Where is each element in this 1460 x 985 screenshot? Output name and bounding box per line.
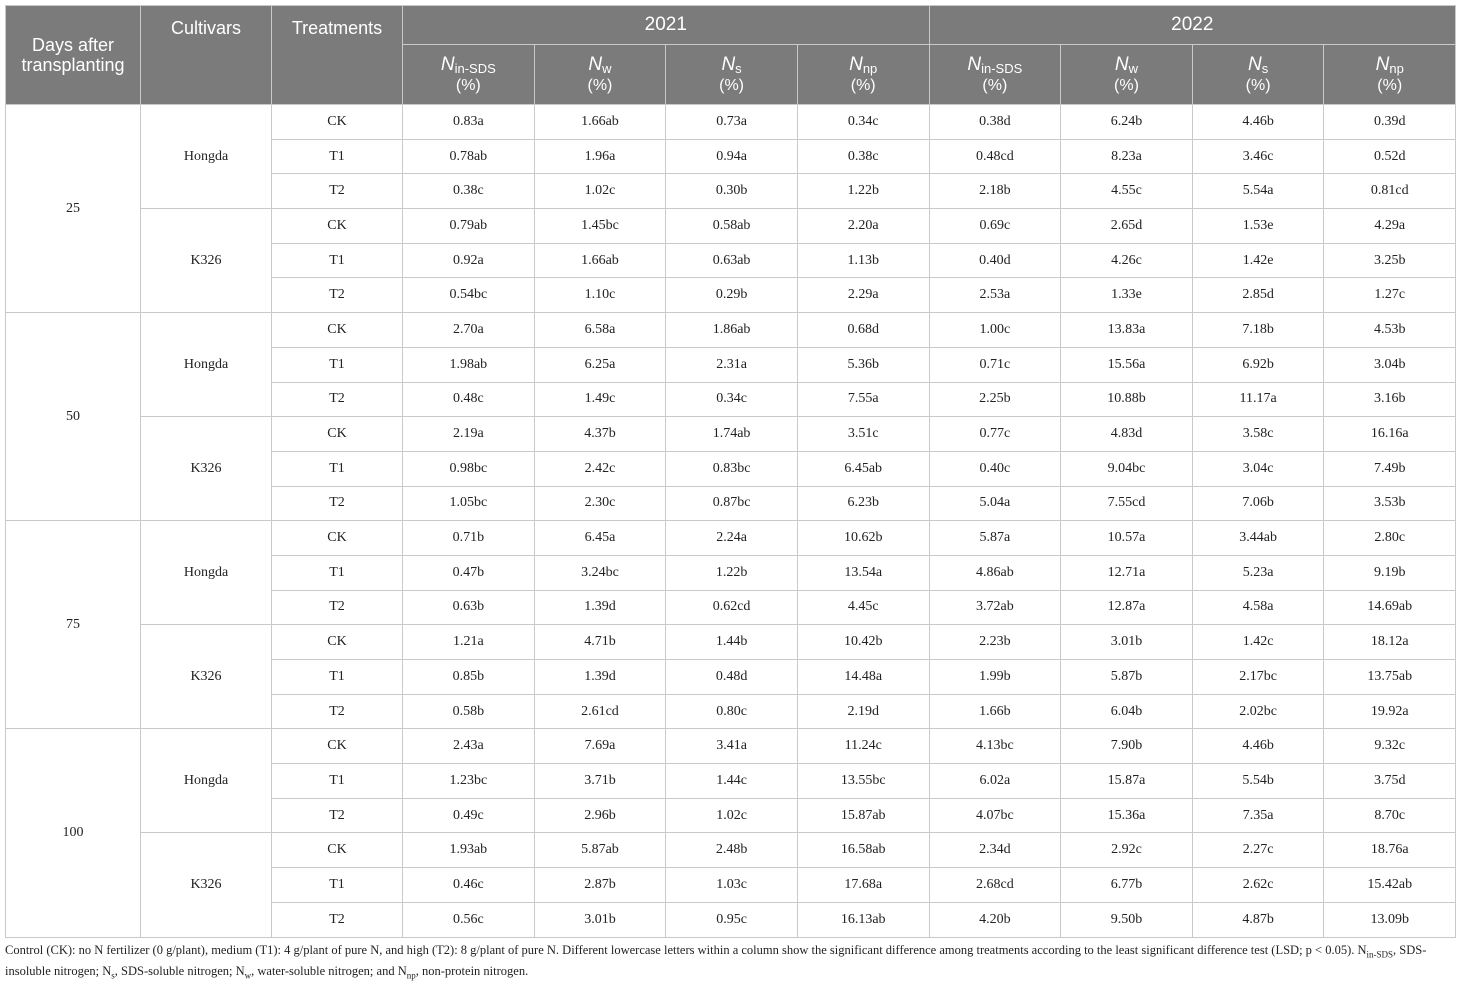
value-cell: 16.58ab xyxy=(797,833,929,868)
value-cell: 2.42c xyxy=(534,451,666,486)
value-cell: 1.44b xyxy=(666,625,798,660)
value-cell: 4.55c xyxy=(1061,174,1193,209)
value-cell: 1.96a xyxy=(534,139,666,174)
value-cell: 6.77b xyxy=(1061,868,1193,903)
value-cell: 4.71b xyxy=(534,625,666,660)
cultivar-cell: Hongda xyxy=(141,729,272,833)
value-cell: 1.02c xyxy=(666,798,798,833)
value-cell: 7.35a xyxy=(1192,798,1324,833)
value-cell: 5.54a xyxy=(1192,174,1324,209)
cultivar-cell: K326 xyxy=(141,625,272,729)
value-cell: 4.29a xyxy=(1324,209,1456,244)
value-cell: 1.86ab xyxy=(666,313,798,348)
value-cell: 1.66ab xyxy=(534,243,666,278)
value-cell: 0.80c xyxy=(666,694,798,729)
value-cell: 0.77c xyxy=(929,417,1061,452)
value-cell: 0.29b xyxy=(666,278,798,313)
value-cell: 1.66ab xyxy=(534,105,666,140)
value-cell: 16.16a xyxy=(1324,417,1456,452)
column-header xyxy=(534,45,666,105)
treatment-cell: T2 xyxy=(272,278,403,313)
value-cell: 3.01b xyxy=(534,902,666,937)
value-cell: 2.02bc xyxy=(1192,694,1324,729)
value-cell: 1.03c xyxy=(666,868,798,903)
value-cell: 1.66b xyxy=(929,694,1061,729)
value-cell: 1.13b xyxy=(797,243,929,278)
value-cell: 0.46c xyxy=(403,868,535,903)
value-cell: 1.27c xyxy=(1324,278,1456,313)
column-symbol: $N_s$ xyxy=(1247,53,1269,76)
cultivar-cell: Hongda xyxy=(141,105,272,209)
value-cell: 12.71a xyxy=(1061,555,1193,590)
column-symbol: $N_{in-SDS}$ xyxy=(440,53,496,76)
value-cell: 9.19b xyxy=(1324,555,1456,590)
value-cell: 4.26c xyxy=(1061,243,1193,278)
value-cell: 1.33e xyxy=(1061,278,1193,313)
value-cell: 0.49c xyxy=(403,798,535,833)
value-cell: 3.24bc xyxy=(534,555,666,590)
value-cell: 3.46c xyxy=(1192,139,1324,174)
value-cell: 0.56c xyxy=(403,902,535,937)
value-cell: 0.48d xyxy=(666,660,798,695)
value-cell: 15.56a xyxy=(1061,347,1193,382)
value-cell: 10.88b xyxy=(1061,382,1193,417)
value-cell: 0.63b xyxy=(403,590,535,625)
value-cell: 7.90b xyxy=(1061,729,1193,764)
value-cell: 15.42ab xyxy=(1324,868,1456,903)
value-cell: 4.58a xyxy=(1192,590,1324,625)
days-header: Days after transplanting xyxy=(6,6,141,105)
value-cell: 1.42c xyxy=(1192,625,1324,660)
value-cell: 0.39d xyxy=(1324,105,1456,140)
value-cell: 0.63ab xyxy=(666,243,798,278)
value-cell: 0.68d xyxy=(797,313,929,348)
value-cell: 9.04bc xyxy=(1061,451,1193,486)
column-header xyxy=(1324,45,1456,105)
cultivars-header: Cultivars xyxy=(141,6,272,105)
column-header xyxy=(403,45,535,105)
days-cell: 75 xyxy=(6,521,141,729)
value-cell: 0.87bc xyxy=(666,486,798,521)
value-cell: 7.49b xyxy=(1324,451,1456,486)
column-unit: (%) xyxy=(1245,76,1271,94)
cultivar-cell: K326 xyxy=(141,417,272,521)
value-cell: 1.00c xyxy=(929,313,1061,348)
value-cell: 5.87b xyxy=(1061,660,1193,695)
value-cell: 4.46b xyxy=(1192,105,1324,140)
value-cell: 0.54bc xyxy=(403,278,535,313)
value-cell: 0.58ab xyxy=(666,209,798,244)
treatment-cell: T1 xyxy=(272,660,403,695)
value-cell: 0.98bc xyxy=(403,451,535,486)
treatment-cell: T1 xyxy=(272,139,403,174)
value-cell: 2.96b xyxy=(534,798,666,833)
cultivar-cell: K326 xyxy=(141,209,272,313)
column-header xyxy=(666,45,798,105)
value-cell: 14.69ab xyxy=(1324,590,1456,625)
value-cell: 2.18b xyxy=(929,174,1061,209)
table-footnote: Control (CK): no N fertilizer (0 g/plant), medium (T1): 4 g/plant of pure N, and high (T2): 8 g/plant of pure N. Different lowercase letters within a column show the significant difference among treatments according to the least significant difference test (LSD; p < 0.05). $N_{in-SDS}$, SDS-insoluble nitrogen; $N_s$, SDS-soluble nitrogen; $N_w$, water-soluble nitrogen; and $N_{np}$, non-protein nitrogen. xyxy=(5,942,1427,981)
value-cell: 4.53b xyxy=(1324,313,1456,348)
value-cell: 8.70c xyxy=(1324,798,1456,833)
value-cell: 6.02a xyxy=(929,764,1061,799)
value-cell: 0.73a xyxy=(666,105,798,140)
value-cell: 7.06b xyxy=(1192,486,1324,521)
value-cell: 6.23b xyxy=(797,486,929,521)
value-cell: 0.81cd xyxy=(1324,174,1456,209)
value-cell: 1.22b xyxy=(666,555,798,590)
value-cell: 1.44c xyxy=(666,764,798,799)
treatment-cell: T2 xyxy=(272,902,403,937)
value-cell: 0.69c xyxy=(929,209,1061,244)
value-cell: 6.25a xyxy=(534,347,666,382)
table-row xyxy=(6,521,1456,556)
treatment-cell: CK xyxy=(272,209,403,244)
value-cell: 4.46b xyxy=(1192,729,1324,764)
value-cell: 1.42e xyxy=(1192,243,1324,278)
column-symbol: $N_w$ xyxy=(1114,53,1139,76)
value-cell: 0.38d xyxy=(929,105,1061,140)
column-unit: (%) xyxy=(455,76,481,94)
value-cell: 10.42b xyxy=(797,625,929,660)
column-unit: (%) xyxy=(1377,76,1403,94)
value-cell: 8.23a xyxy=(1061,139,1193,174)
value-cell: 13.54a xyxy=(797,555,929,590)
value-cell: 6.45ab xyxy=(797,451,929,486)
treatment-cell: T1 xyxy=(272,347,403,382)
value-cell: 4.87b xyxy=(1192,902,1324,937)
treatment-cell: CK xyxy=(272,833,403,868)
value-cell: 1.23bc xyxy=(403,764,535,799)
year-header-2022: 2022 xyxy=(929,6,1456,45)
value-cell: 3.51c xyxy=(797,417,929,452)
value-cell: 3.04c xyxy=(1192,451,1324,486)
value-cell: 0.78ab xyxy=(403,139,535,174)
value-cell: 0.40d xyxy=(929,243,1061,278)
value-cell: 2.87b xyxy=(534,868,666,903)
value-cell: 0.71b xyxy=(403,521,535,556)
days-cell: 25 xyxy=(6,105,141,313)
treatment-cell: CK xyxy=(272,313,403,348)
cultivar-cell: K326 xyxy=(141,833,272,937)
value-cell: 15.87ab xyxy=(797,798,929,833)
value-cell: 6.92b xyxy=(1192,347,1324,382)
value-cell: 0.58b xyxy=(403,694,535,729)
value-cell: 1.05bc xyxy=(403,486,535,521)
treatment-cell: T2 xyxy=(272,694,403,729)
value-cell: 4.07bc xyxy=(929,798,1061,833)
column-header xyxy=(1192,45,1324,105)
value-cell: 7.69a xyxy=(534,729,666,764)
value-cell: 1.49c xyxy=(534,382,666,417)
value-cell: 13.09b xyxy=(1324,902,1456,937)
treatment-cell: T2 xyxy=(272,486,403,521)
value-cell: 2.27c xyxy=(1192,833,1324,868)
treatment-cell: T1 xyxy=(272,764,403,799)
value-cell: 10.57a xyxy=(1061,521,1193,556)
value-cell: 2.92c xyxy=(1061,833,1193,868)
value-cell: 1.98ab xyxy=(403,347,535,382)
value-cell: 1.99b xyxy=(929,660,1061,695)
value-cell: 1.02c xyxy=(534,174,666,209)
value-cell: 2.24a xyxy=(666,521,798,556)
value-cell: 7.55a xyxy=(797,382,929,417)
column-unit: (%) xyxy=(1114,76,1139,94)
value-cell: 2.19d xyxy=(797,694,929,729)
value-cell: 0.52d xyxy=(1324,139,1456,174)
value-cell: 1.45bc xyxy=(534,209,666,244)
value-cell: 4.20b xyxy=(929,902,1061,937)
treatment-cell: CK xyxy=(272,729,403,764)
value-cell: 5.87ab xyxy=(534,833,666,868)
value-cell: 4.45c xyxy=(797,590,929,625)
value-cell: 2.48b xyxy=(666,833,798,868)
value-cell: 2.43a xyxy=(403,729,535,764)
column-symbol: $N_s$ xyxy=(721,53,742,76)
days-cell: 50 xyxy=(6,313,141,521)
value-cell: 9.32c xyxy=(1324,729,1456,764)
value-cell: 19.92a xyxy=(1324,694,1456,729)
value-cell: 5.54b xyxy=(1192,764,1324,799)
treatments-header: Treatments xyxy=(272,6,403,105)
value-cell: 0.34c xyxy=(666,382,798,417)
column-header xyxy=(797,45,929,105)
value-cell: 0.62cd xyxy=(666,590,798,625)
value-cell: 3.44ab xyxy=(1192,521,1324,556)
treatment-cell: CK xyxy=(272,105,403,140)
value-cell: 2.23b xyxy=(929,625,1061,660)
value-cell: 1.39d xyxy=(534,590,666,625)
treatment-cell: CK xyxy=(272,625,403,660)
value-cell: 3.16b xyxy=(1324,382,1456,417)
treatment-cell: T1 xyxy=(272,868,403,903)
value-cell: 5.36b xyxy=(797,347,929,382)
value-cell: 3.25b xyxy=(1324,243,1456,278)
value-cell: 2.19a xyxy=(403,417,535,452)
value-cell: 1.53e xyxy=(1192,209,1324,244)
value-cell: 1.39d xyxy=(534,660,666,695)
value-cell: 4.37b xyxy=(534,417,666,452)
value-cell: 2.17bc xyxy=(1192,660,1324,695)
value-cell: 2.68cd xyxy=(929,868,1061,903)
value-cell: 0.94a xyxy=(666,139,798,174)
column-symbol: $N_{in-SDS}$ xyxy=(967,53,1023,76)
treatment-cell: T1 xyxy=(272,555,403,590)
value-cell: 18.76a xyxy=(1324,833,1456,868)
value-cell: 3.58c xyxy=(1192,417,1324,452)
value-cell: 0.71c xyxy=(929,347,1061,382)
value-cell: 2.34d xyxy=(929,833,1061,868)
value-cell: 16.13ab xyxy=(797,902,929,937)
value-cell: 4.86ab xyxy=(929,555,1061,590)
cultivar-cell: Hongda xyxy=(141,313,272,417)
treatment-cell: T2 xyxy=(272,382,403,417)
value-cell: 2.85d xyxy=(1192,278,1324,313)
value-cell: 14.48a xyxy=(797,660,929,695)
value-cell: 5.23a xyxy=(1192,555,1324,590)
value-cell: 12.87a xyxy=(1061,590,1193,625)
value-cell: 2.31a xyxy=(666,347,798,382)
column-symbol: $N_{np}$ xyxy=(1375,53,1404,76)
treatment-cell: T2 xyxy=(272,590,403,625)
value-cell: 13.75ab xyxy=(1324,660,1456,695)
value-cell: 13.83a xyxy=(1061,313,1193,348)
value-cell: 2.20a xyxy=(797,209,929,244)
value-cell: 2.25b xyxy=(929,382,1061,417)
column-unit: (%) xyxy=(982,76,1008,94)
treatment-cell: T2 xyxy=(272,174,403,209)
value-cell: 5.04a xyxy=(929,486,1061,521)
value-cell: 6.04b xyxy=(1061,694,1193,729)
value-cell: 0.38c xyxy=(403,174,535,209)
value-cell: 0.40c xyxy=(929,451,1061,486)
value-cell: 17.68a xyxy=(797,868,929,903)
value-cell: 5.87a xyxy=(929,521,1061,556)
table-row xyxy=(6,833,1456,868)
value-cell: 0.30b xyxy=(666,174,798,209)
value-cell: 0.38c xyxy=(797,139,929,174)
value-cell: 10.62b xyxy=(797,521,929,556)
value-cell: 3.01b xyxy=(1061,625,1193,660)
value-cell: 1.10c xyxy=(534,278,666,313)
value-cell: 18.12a xyxy=(1324,625,1456,660)
value-cell: 0.92a xyxy=(403,243,535,278)
value-cell: 4.83d xyxy=(1061,417,1193,452)
value-cell: 1.93ab xyxy=(403,833,535,868)
value-cell: 6.45a xyxy=(534,521,666,556)
table-row xyxy=(6,105,1456,140)
year-header-2021: 2021 xyxy=(403,6,930,45)
value-cell: 0.83bc xyxy=(666,451,798,486)
table-row xyxy=(6,729,1456,764)
value-cell: 11.24c xyxy=(797,729,929,764)
days-cell: 100 xyxy=(6,729,141,937)
value-cell: 6.24b xyxy=(1061,105,1193,140)
value-cell: 0.34c xyxy=(797,105,929,140)
value-cell: 3.53b xyxy=(1324,486,1456,521)
value-cell: 2.29a xyxy=(797,278,929,313)
value-cell: 15.36a xyxy=(1061,798,1193,833)
value-cell: 11.17a xyxy=(1192,382,1324,417)
table-row xyxy=(6,209,1456,244)
value-cell: 7.18b xyxy=(1192,313,1324,348)
column-unit: (%) xyxy=(850,76,876,94)
column-symbol: $N_w$ xyxy=(588,53,612,76)
value-cell: 3.75d xyxy=(1324,764,1456,799)
value-cell: 13.55bc xyxy=(797,764,929,799)
value-cell: 2.70a xyxy=(403,313,535,348)
value-cell: 0.47b xyxy=(403,555,535,590)
value-cell: 3.71b xyxy=(534,764,666,799)
value-cell: 0.79ab xyxy=(403,209,535,244)
column-symbol: $N_{np}$ xyxy=(849,53,878,76)
value-cell: 1.21a xyxy=(403,625,535,660)
value-cell: 0.83a xyxy=(403,105,535,140)
table-row xyxy=(6,417,1456,452)
table-row xyxy=(6,625,1456,660)
nitrogen-table xyxy=(5,5,1456,938)
value-cell: 1.22b xyxy=(797,174,929,209)
value-cell: 4.13bc xyxy=(929,729,1061,764)
value-cell: 3.04b xyxy=(1324,347,1456,382)
value-cell: 2.30c xyxy=(534,486,666,521)
value-cell: 0.48c xyxy=(403,382,535,417)
table-container xyxy=(5,5,1455,985)
column-header xyxy=(929,45,1061,105)
value-cell: 0.48cd xyxy=(929,139,1061,174)
treatment-cell: CK xyxy=(272,417,403,452)
value-cell: 6.58a xyxy=(534,313,666,348)
value-cell: 7.55cd xyxy=(1061,486,1193,521)
value-cell: 15.87a xyxy=(1061,764,1193,799)
value-cell: 1.74ab xyxy=(666,417,798,452)
value-cell: 9.50b xyxy=(1061,902,1193,937)
cultivar-cell: Hongda xyxy=(141,521,272,625)
treatment-cell: CK xyxy=(272,521,403,556)
value-cell: 3.41a xyxy=(666,729,798,764)
value-cell: 2.53a xyxy=(929,278,1061,313)
treatment-cell: T1 xyxy=(272,243,403,278)
value-cell: 2.65d xyxy=(1061,209,1193,244)
column-unit: (%) xyxy=(719,76,744,94)
treatment-cell: T1 xyxy=(272,451,403,486)
treatment-cell: T2 xyxy=(272,798,403,833)
column-header xyxy=(1061,45,1193,105)
value-cell: 2.80c xyxy=(1324,521,1456,556)
value-cell: 3.72ab xyxy=(929,590,1061,625)
value-cell: 0.95c xyxy=(666,902,798,937)
column-unit: (%) xyxy=(587,76,613,94)
value-cell: 0.85b xyxy=(403,660,535,695)
value-cell: 2.62c xyxy=(1192,868,1324,903)
table-row xyxy=(6,313,1456,348)
value-cell: 2.61cd xyxy=(534,694,666,729)
